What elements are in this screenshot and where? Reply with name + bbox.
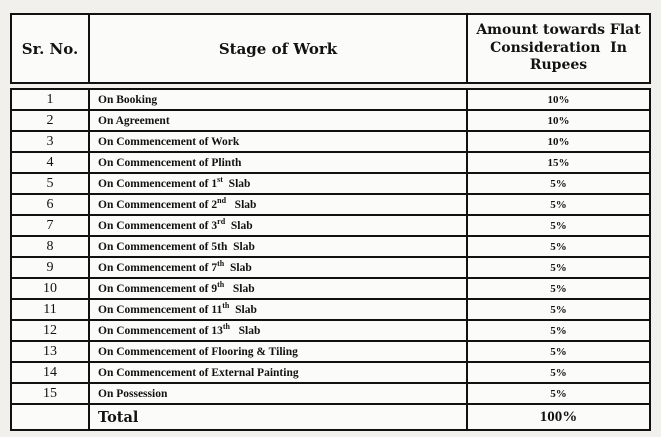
total-row [11,404,650,430]
stage-cell [89,89,467,110]
ordinal-suffix: st [217,174,223,184]
sr-no-cell: 15 [11,383,89,404]
header-row [11,14,650,83]
table-row [11,257,650,278]
amount-cell: 15% [467,152,650,173]
stage-text: On Commencement of 2 [98,198,218,211]
stage-text-rest: Slab [226,198,257,211]
stage-text-rest: Slab [224,282,255,295]
table-row [11,362,650,383]
sr-no-cell: 8 [11,236,89,257]
stage-text: On Commencement of 13 [98,324,223,337]
stage-cell [89,383,467,404]
sr-no-cell: 11 [11,299,89,320]
stage-cell [89,194,467,215]
sr-no-cell: 7 [11,215,89,236]
ordinal-suffix: th [217,279,225,289]
amount-cell: 5% [467,362,650,383]
amount-cell: 5% [467,278,650,299]
stage-text: On Commencement of 5th Slab [98,240,255,253]
stage-text-rest: Slab [230,324,261,337]
stage-text: On Commencement of Flooring & Tiling [98,345,298,358]
table-row [11,215,650,236]
ordinal-suffix: th [222,321,231,331]
stage-text-rest: Slab [229,303,257,316]
stage-cell [89,173,467,194]
stage-text: On Possession [98,387,168,400]
total-amount-cell: 100% [467,404,650,430]
header-sr-no: Sr. No. [11,14,89,83]
ordinal-suffix: nd [217,195,227,205]
amount-cell: 5% [467,215,650,236]
stage-text: On Commencement of 11 [98,303,223,316]
stage-text: On Commencement of 1 [98,177,218,190]
amount-cell: 5% [467,383,650,404]
table-row [11,341,650,362]
stage-cell [89,320,467,341]
amount-cell: 10% [467,110,650,131]
sr-no-cell: 5 [11,173,89,194]
ordinal-suffix: th [222,300,230,310]
total-label-cell: Total [89,404,467,430]
table-row [11,110,650,131]
sr-no-cell: 1 [11,89,89,110]
stage-text: On Booking [98,93,158,106]
stage-text-rest: Slab [222,177,251,190]
table-row [11,236,650,257]
amount-cell: 5% [467,320,650,341]
stage-text: On Agreement [98,114,170,127]
stage-text: On Commencement of Work [98,135,240,148]
table-row [11,299,650,320]
amount-cell: 5% [467,236,650,257]
stage-text-rest: Slab [225,219,253,232]
stage-cell [89,257,467,278]
stage-cell [89,236,467,257]
header-stage-of-work: Stage of Work [89,14,467,83]
sr-no-cell: 3 [11,131,89,152]
stage-text: On Commencement of 3 [98,219,218,232]
stage-text: On Commencement of Plinth [98,156,242,169]
sr-no-cell: 9 [11,257,89,278]
stage-text: On Commencement of 9 [98,282,218,295]
stage-text: On Commencement of 7 [98,261,218,274]
sr-no-cell: 4 [11,152,89,173]
table-row [11,320,650,341]
amount-cell: 10% [467,89,650,110]
stage-cell [89,278,467,299]
amount-cell: 10% [467,131,650,152]
table-row [11,152,650,173]
amount-cell: 5% [467,194,650,215]
table-row [11,194,650,215]
sr-no-cell: 13 [11,341,89,362]
header-amount: Amount towards Flat Consideration In Rupees [467,14,650,83]
payment-schedule-body-table [10,88,651,431]
sr-no-cell: 10 [11,278,89,299]
stage-cell [89,215,467,236]
stage-cell [89,341,467,362]
sr-no-cell: 12 [11,320,89,341]
stage-cell [89,110,467,131]
sr-no-cell: 14 [11,362,89,383]
sr-no-cell: 6 [11,194,89,215]
stage-cell [89,152,467,173]
stage-cell [89,362,467,383]
amount-cell: 5% [467,299,650,320]
sr-no-cell: 2 [11,110,89,131]
table-row [11,131,650,152]
payment-schedule-header-table [10,13,651,84]
stage-cell [89,131,467,152]
amount-cell: 5% [467,257,650,278]
ordinal-suffix: rd [217,216,226,226]
amount-cell: 5% [467,341,650,362]
amount-cell: 5% [467,173,650,194]
stage-cell [89,299,467,320]
table-row [11,89,650,110]
stage-text-rest: Slab [224,261,252,274]
stage-text: On Commencement of External Painting [98,366,299,379]
table-row [11,173,650,194]
table-row [11,383,650,404]
ordinal-suffix: th [217,258,225,268]
table-row [11,278,650,299]
total-sr-empty-cell [11,404,89,430]
